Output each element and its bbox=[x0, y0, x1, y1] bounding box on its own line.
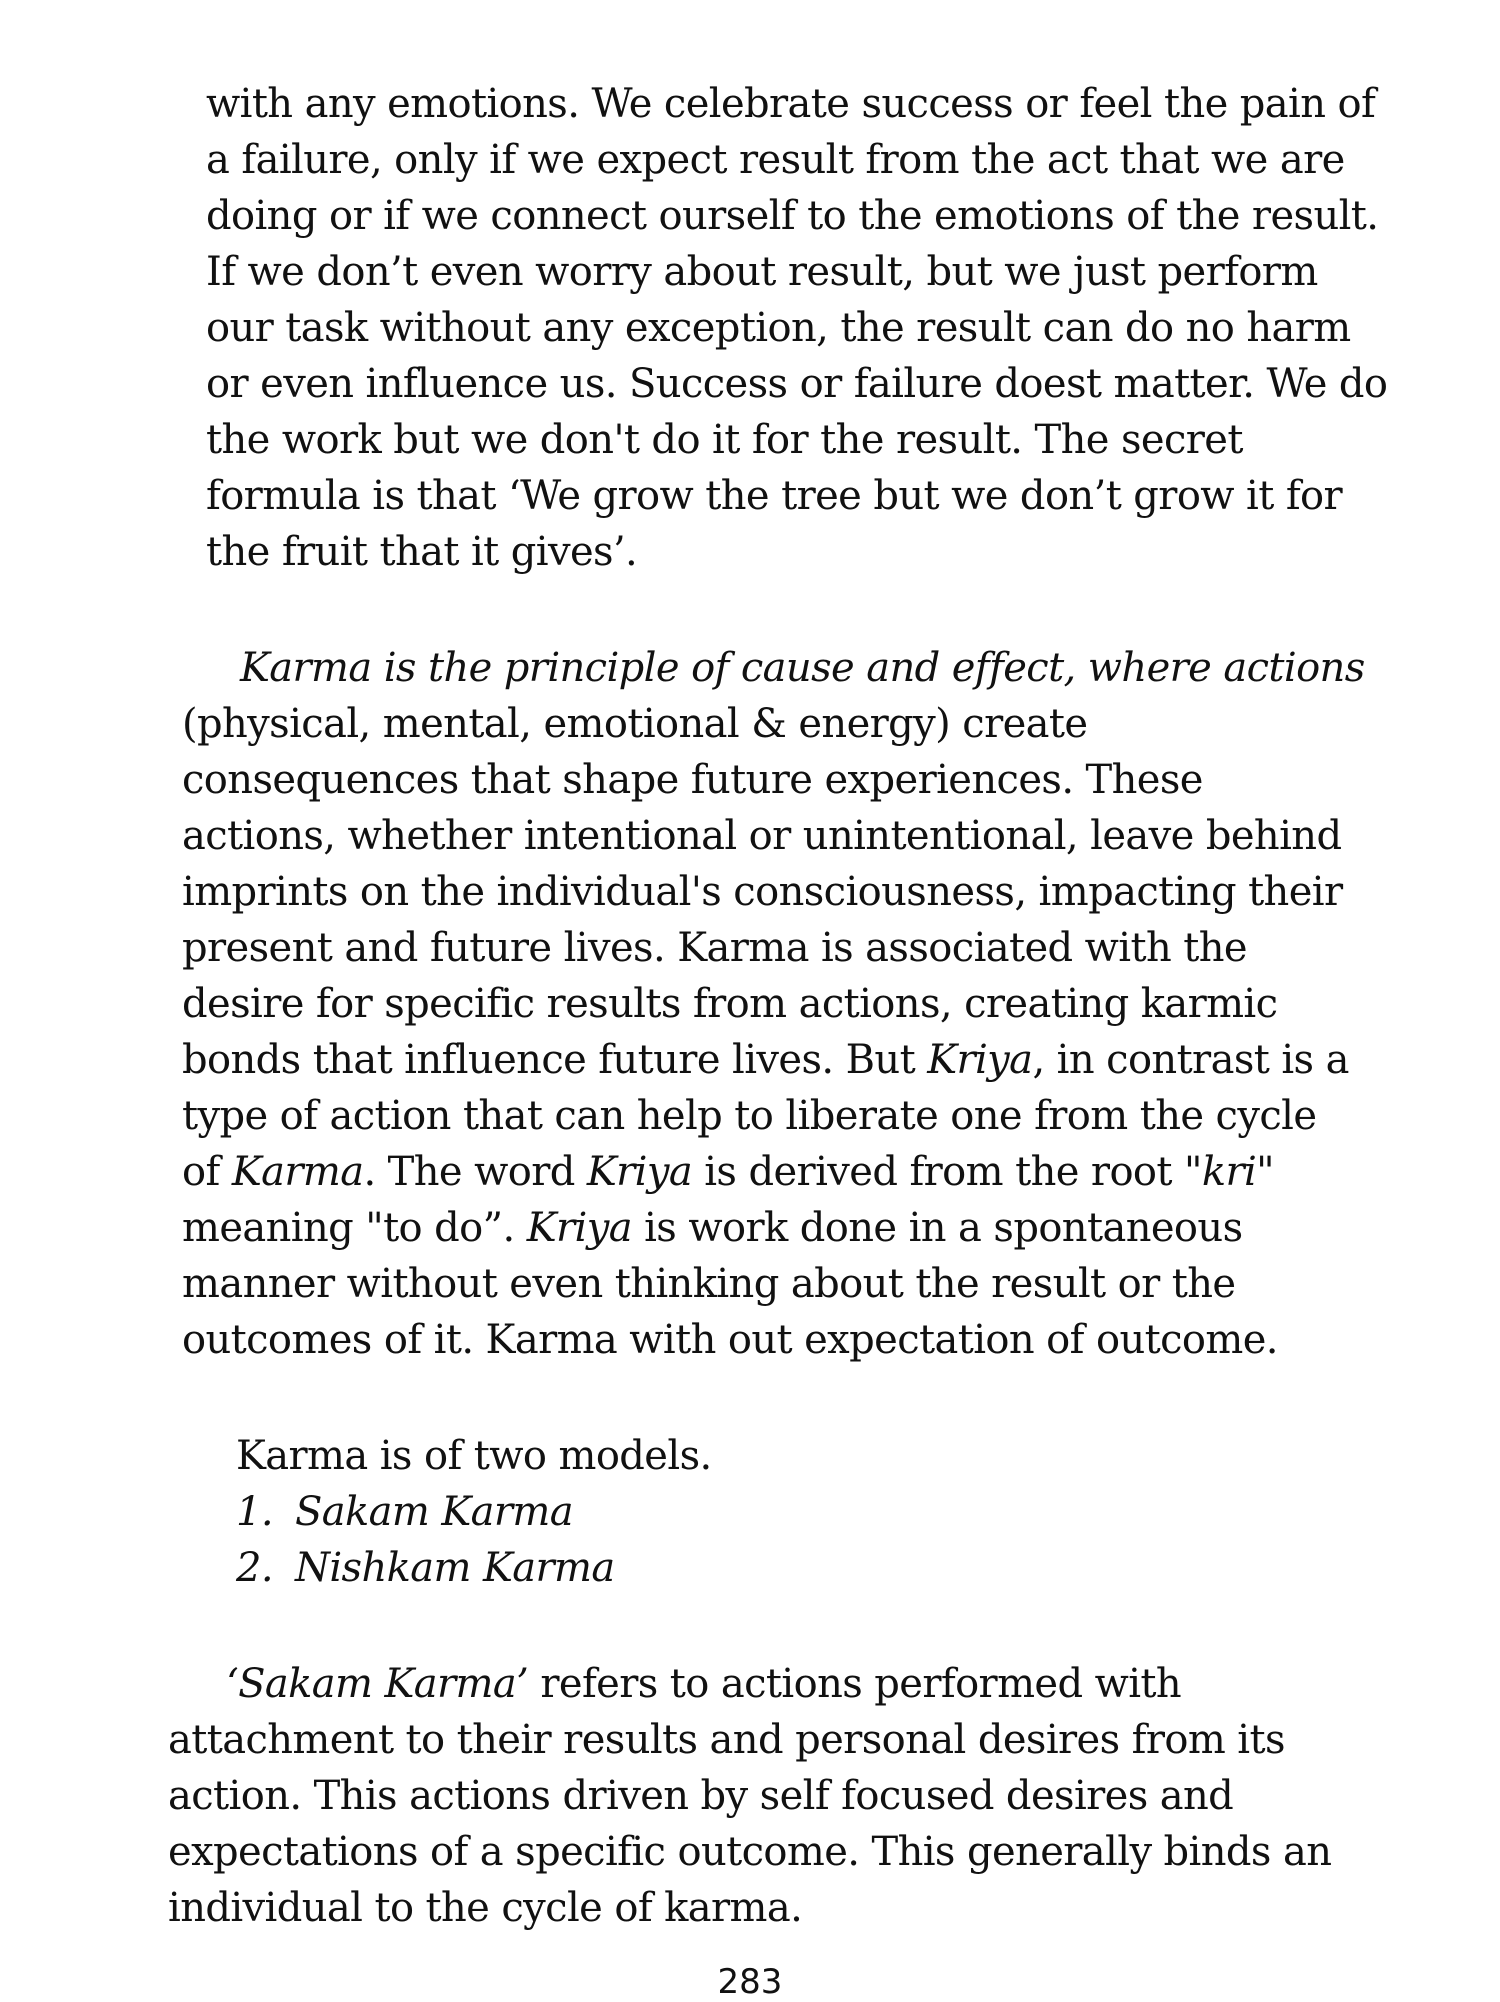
italic-term: Kriya bbox=[526, 1205, 632, 1251]
list-item bbox=[236, 1540, 615, 1596]
text-line: desire for specific results from actions, creating karmic bbox=[182, 981, 1278, 1027]
text-line: manner without even thinking about the result or the bbox=[182, 1261, 1236, 1307]
text-span: , in contrast is a bbox=[1032, 1037, 1349, 1083]
text-line bbox=[182, 1200, 1243, 1256]
text-line: individual to the cycle of karma. bbox=[168, 1885, 803, 1931]
text-line: or even influence us. Success or failure doest matter. We do bbox=[206, 361, 1388, 407]
page-number: 283 bbox=[717, 1962, 783, 2002]
text-line: our task without any exception, the result can do no harm bbox=[206, 305, 1351, 351]
text-span: bonds that influence future lives. But bbox=[182, 1037, 928, 1083]
italic-text: Karma is the principle of cause and effect, where actions bbox=[240, 645, 1365, 691]
text-line: outcomes of it. Karma with out expectation of outcome. bbox=[182, 1317, 1278, 1363]
text-span: . The word bbox=[363, 1149, 587, 1195]
list-item bbox=[236, 1484, 573, 1540]
italic-term: Kriya bbox=[586, 1149, 693, 1195]
text-line bbox=[182, 1032, 1349, 1088]
text-line: the work but we don't do it for the result. The secret bbox=[206, 417, 1243, 463]
text-span: meaning "to do”. bbox=[182, 1205, 527, 1251]
italic-term: Karma bbox=[231, 1149, 364, 1195]
text-line: doing or if we connect ourself to the emotions of the result. bbox=[206, 193, 1379, 239]
text-line: (physical, mental, emotional & energy) create bbox=[182, 701, 1088, 747]
text-line: the fruit that it gives’. bbox=[206, 529, 638, 575]
text-line bbox=[226, 1656, 1181, 1712]
text-line: expectations of a specific outcome. This generally binds an bbox=[168, 1829, 1332, 1875]
list-number: 2. bbox=[236, 1545, 273, 1591]
text-span: is work done in a spontaneous bbox=[631, 1205, 1243, 1251]
text-line: present and future lives. Karma is associated with the bbox=[182, 925, 1247, 971]
list-intro: Karma is of two models. bbox=[236, 1433, 712, 1479]
text-span: is derived from the root " bbox=[692, 1149, 1202, 1195]
text-line: If we don’t even worry about result, but we just perform bbox=[206, 249, 1318, 295]
list-number: 1. bbox=[236, 1489, 273, 1535]
text-line: consequences that shape future experiences. These bbox=[182, 757, 1203, 803]
text-line: with any emotions. We celebrate success or feel the pain of bbox=[206, 81, 1376, 127]
list-item-text: Sakam Karma bbox=[294, 1489, 573, 1535]
text-line: formula is that ‘We grow the tree but we don’t grow it for bbox=[206, 473, 1343, 519]
text-span: " bbox=[1256, 1149, 1274, 1195]
text-line-italic bbox=[240, 640, 1365, 696]
text-line: type of action that can help to liberate one from the cycle bbox=[182, 1093, 1317, 1139]
italic-term: Kriya bbox=[927, 1037, 1033, 1083]
text-line: attachment to their results and personal desires from its bbox=[168, 1717, 1285, 1763]
text-line: a failure, only if we expect result from the act that we are bbox=[206, 137, 1345, 183]
text-line: imprints on the individual's consciousness, impacting their bbox=[182, 869, 1343, 915]
text-line bbox=[182, 1144, 1274, 1200]
italic-term: ‘Sakam Karma’ bbox=[226, 1661, 529, 1707]
list-item-text: Nishkam Karma bbox=[294, 1545, 615, 1591]
italic-term: kri bbox=[1201, 1149, 1257, 1195]
text-line: action. This actions driven by self focused desires and bbox=[168, 1773, 1234, 1819]
text-span: of bbox=[182, 1149, 232, 1195]
text-span: refers to actions performed with bbox=[528, 1661, 1182, 1707]
text-line: actions, whether intentional or unintentional, leave behind bbox=[182, 813, 1342, 859]
